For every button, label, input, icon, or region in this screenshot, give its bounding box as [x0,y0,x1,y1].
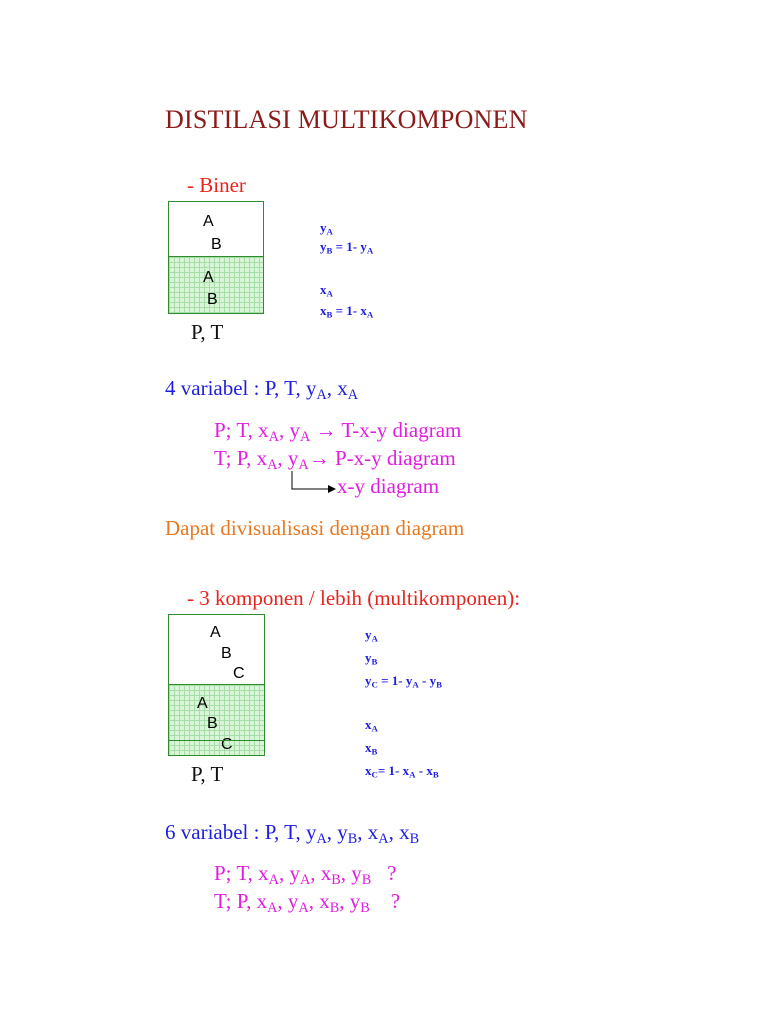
binary-liquid-box [168,256,264,314]
liquid-inner-line [169,740,264,741]
binary-caption: P, T [191,320,224,344]
eq-xb: $x_B = 1-$ $x_A$ [320,303,374,320]
vapor-label-c: C [233,665,245,682]
vapor-label-b: B [221,645,232,662]
liquid-label-a: A [197,695,208,712]
liquid-label-b: B [207,291,218,308]
vapor-label-a: A [210,624,221,641]
binary-vapor-box [168,201,264,258]
eq-ya: $y_A$ [365,627,378,644]
liquid-label-c: C [221,736,233,753]
liquid-label-a: A [203,269,214,286]
multi-variables: 6 variabel : P, T, $y_A$, $y_B$, $x_A$, $x_B$ [165,820,420,847]
eq-xa: $x_A$ [320,282,333,299]
txy-diagram-line: P; T, $x_A$, $y_A \to T-x-y$ diagram [214,418,462,445]
eq-xa: $x_A$ [365,717,378,734]
vapor-label-b: B [211,236,222,253]
multi-line-1: P; T, $x_A$, $y_A$, $x_B$, $y_B$ ? [214,861,397,888]
liquid-label-b: B [207,715,218,732]
binary-heading: - Biner [187,173,246,197]
page-title: DISTILASI MULTIKOMPONEN [165,105,528,134]
pxy-diagram-line: T; P, $x_A$, $y_A\to P-x-y$ diagram [214,446,456,473]
eq-yc: $y_C = 1-$ $y_A - y_B$ [365,673,443,690]
bent-arrow-icon [286,470,336,496]
multi-line-2: T; P, $x_A$, $y_A$, $x_B$, $y_B$ ? [214,889,401,916]
multi-heading: - 3 komponen / lebih (multikomponen): [187,586,521,610]
eq-xb: $x_B$ [365,740,378,757]
binary-variables: 4 variabel : P, T, $y_A$, $x_A$ [165,376,359,403]
eq-yb: $y_B = 1-$ $y_A$ [320,239,374,256]
multi-vapor-box [168,614,265,686]
vapor-label-a: A [203,213,214,230]
visualization-note: Dapat divisualisasi dengan diagram [165,516,465,540]
xy-diagram-line: x-y diagram [337,474,440,498]
eq-yb: $y_B$ [365,650,378,667]
eq-xc: $x_C= 1-$ $x_A - x_B$ [365,763,439,780]
eq-ya: $y_A$ [320,220,333,237]
multi-caption: P, T [191,762,224,786]
multi-liquid-box [168,684,265,756]
